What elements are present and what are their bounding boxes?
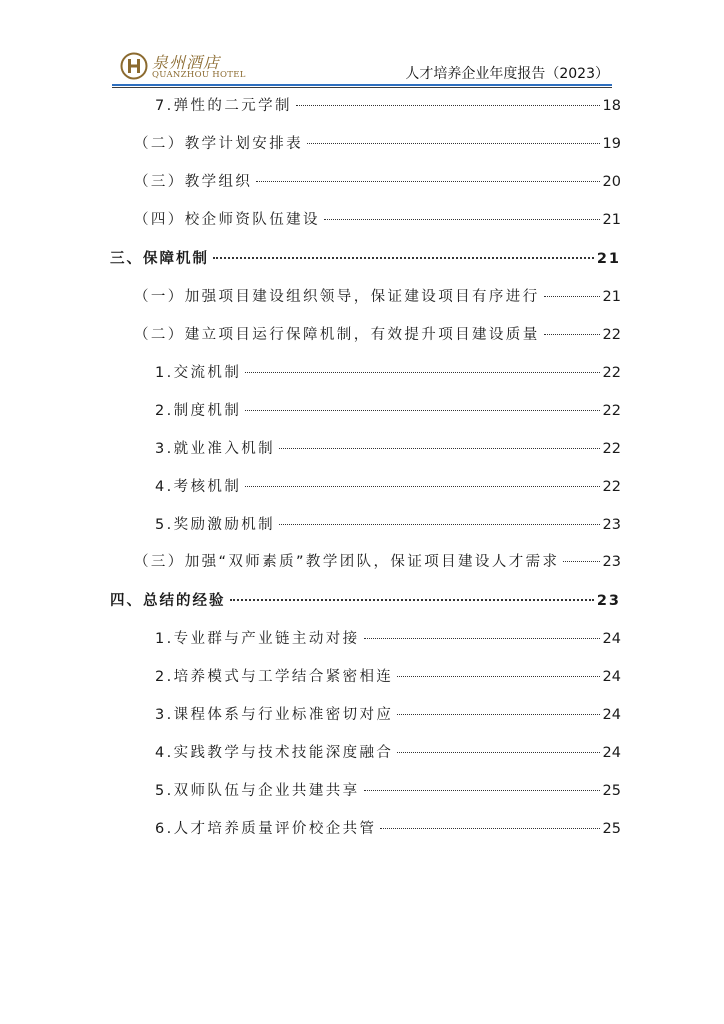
toc-entry[interactable] bbox=[134, 209, 621, 231]
toc-page-number: 21 bbox=[596, 251, 621, 267]
toc-entry-section[interactable] bbox=[110, 590, 621, 612]
toc-entry-title: 1.交流机制 bbox=[155, 365, 242, 381]
toc-dot-leader bbox=[307, 143, 600, 144]
toc-dot-leader bbox=[245, 486, 599, 487]
toc-entry-title: 3.课程体系与行业标准密切对应 bbox=[155, 707, 394, 723]
toc-page-number: 23 bbox=[602, 517, 621, 533]
toc-entry-title: 5.奖励激励机制 bbox=[155, 517, 276, 533]
toc-page-number: 22 bbox=[602, 441, 621, 457]
toc-page-number: 24 bbox=[602, 669, 621, 685]
toc-entry-title: 5.双师队伍与企业共建共享 bbox=[155, 783, 360, 799]
toc-entry-title: （二）教学计划安排表 bbox=[134, 136, 303, 152]
toc-page-number: 21 bbox=[602, 289, 621, 305]
toc-entry-section[interactable] bbox=[110, 248, 621, 270]
toc-entry-title: 3.就业准入机制 bbox=[155, 441, 276, 457]
toc-entry-title: （三）教学组织 bbox=[134, 174, 253, 190]
toc-entry-title: 4.实践教学与技术技能深度融合 bbox=[155, 745, 394, 761]
toc-page-number: 25 bbox=[602, 821, 621, 837]
toc-page-number: 22 bbox=[602, 327, 621, 343]
toc-entry-title: （四）校企师资队伍建设 bbox=[134, 212, 320, 228]
toc-page-number: 24 bbox=[602, 631, 621, 647]
toc-dot-leader bbox=[245, 372, 599, 373]
toc-entry[interactable] bbox=[155, 476, 621, 498]
toc-entry[interactable] bbox=[155, 704, 621, 726]
toc-entry-title: （三）加强“双师素质”教学团队，保证项目建设人才需求 bbox=[134, 554, 560, 570]
toc-entry-title: 三、保障机制 bbox=[110, 251, 209, 267]
toc-entry[interactable] bbox=[134, 133, 621, 155]
toc-entry[interactable] bbox=[155, 400, 621, 422]
toc-entry[interactable] bbox=[155, 514, 621, 536]
toc-entry[interactable] bbox=[155, 742, 621, 764]
toc-entry[interactable] bbox=[155, 780, 621, 802]
toc-dot-leader bbox=[544, 334, 600, 335]
toc-dot-leader bbox=[544, 296, 600, 297]
toc-page-number: 19 bbox=[602, 136, 621, 152]
toc-dot-leader bbox=[230, 599, 594, 601]
toc-entry-title: 2.制度机制 bbox=[155, 403, 242, 419]
toc-dot-leader bbox=[397, 752, 599, 753]
hotel-emblem-icon bbox=[120, 52, 148, 80]
toc-entry-title: （一）加强项目建设组织领导，保证建设项目有序进行 bbox=[134, 289, 540, 305]
toc-dot-leader bbox=[324, 219, 600, 220]
hotel-logo bbox=[120, 50, 246, 84]
toc-page-number: 18 bbox=[602, 98, 621, 114]
header-rule bbox=[112, 84, 612, 86]
toc-dot-leader bbox=[563, 561, 599, 562]
toc-entry[interactable] bbox=[134, 551, 621, 573]
toc-page-number: 23 bbox=[596, 593, 621, 609]
toc-dot-leader bbox=[397, 714, 599, 715]
toc-page-number: 22 bbox=[602, 365, 621, 381]
logo-chinese-name: 泉州酒店 bbox=[152, 53, 221, 72]
toc-dot-leader bbox=[364, 790, 600, 791]
report-title: 人才培养企业年度报告（2023） bbox=[405, 66, 609, 82]
toc-entry[interactable] bbox=[134, 171, 621, 193]
toc-dot-leader bbox=[279, 448, 600, 449]
toc-page-number: 24 bbox=[602, 707, 621, 723]
toc-entry-title: 1.专业群与产业链主动对接 bbox=[155, 631, 360, 647]
toc-page-number: 22 bbox=[602, 479, 621, 495]
toc-entry-title: （二）建立项目运行保障机制，有效提升项目建设质量 bbox=[134, 327, 540, 343]
toc-entry[interactable] bbox=[155, 95, 621, 117]
toc-entry-title: 四、总结的经验 bbox=[110, 593, 226, 609]
logo-english-name: QUANZHOU HOTEL bbox=[152, 70, 246, 80]
toc-dot-leader bbox=[245, 410, 599, 411]
toc-entry[interactable] bbox=[134, 324, 621, 346]
toc-entry-title: 2.培养模式与工学结合紧密相连 bbox=[155, 669, 394, 685]
toc-page-number: 24 bbox=[602, 745, 621, 761]
toc-entry[interactable] bbox=[155, 818, 621, 840]
toc-dot-leader bbox=[213, 257, 594, 259]
header-rule-thin bbox=[112, 87, 612, 88]
toc-entry[interactable] bbox=[155, 666, 621, 688]
toc-page-number: 25 bbox=[602, 783, 621, 799]
toc-entry[interactable] bbox=[155, 438, 621, 460]
toc-entry-title: 4.考核机制 bbox=[155, 479, 242, 495]
toc-dot-leader bbox=[364, 638, 600, 639]
toc-dot-leader bbox=[279, 524, 600, 525]
toc-page-number: 22 bbox=[602, 403, 621, 419]
toc-page-number: 21 bbox=[602, 212, 621, 228]
toc-dot-leader bbox=[397, 676, 599, 677]
toc-page-number: 23 bbox=[602, 554, 621, 570]
toc-entry[interactable] bbox=[155, 628, 621, 650]
toc-entry[interactable] bbox=[134, 286, 621, 308]
toc-entry-title: 7.弹性的二元学制 bbox=[155, 98, 292, 114]
toc-page-number: 20 bbox=[602, 174, 621, 190]
toc-entry[interactable] bbox=[155, 362, 621, 384]
toc-dot-leader bbox=[256, 181, 599, 182]
page-header bbox=[0, 0, 724, 100]
toc-dot-leader bbox=[380, 828, 599, 829]
toc-dot-leader bbox=[296, 105, 600, 106]
toc-entry-title: 6.人才培养质量评价校企共管 bbox=[155, 821, 377, 837]
